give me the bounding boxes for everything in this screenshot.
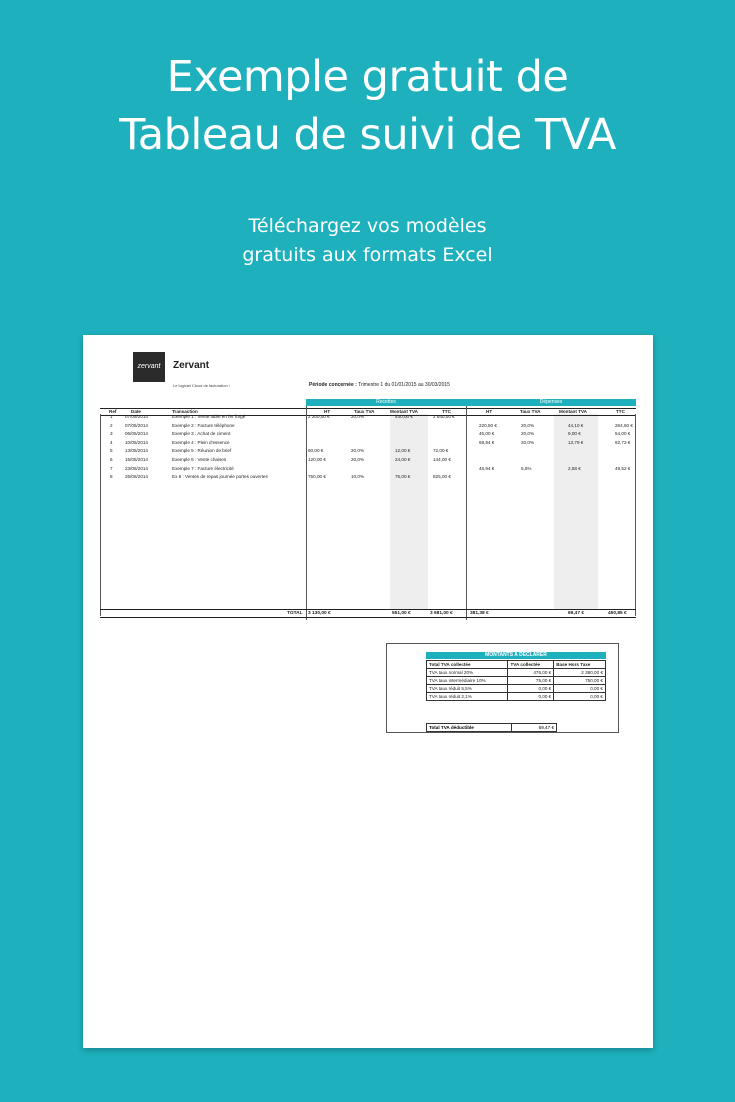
cell-recettes-ttc: 144,00 €: [433, 457, 451, 462]
period-label: Période concernée :: [309, 382, 357, 388]
table-row: [100, 447, 636, 456]
cell-depenses-tva: 2,58 €: [568, 465, 581, 471]
summary-header-row: [427, 661, 606, 669]
header-ref: Ref: [109, 409, 117, 414]
cell-date: 15/05/2014: [125, 457, 148, 462]
hero-subtitle-line2: gratuits aux formats Excel: [242, 244, 493, 266]
cell-depenses-ht: 46,94 €: [479, 465, 495, 471]
cell-recettes-ht: 2 200,00 €: [308, 414, 330, 419]
cell-depenses-taux: 20,0%: [521, 422, 535, 428]
cell-recettes-tva: 12,00 €: [395, 448, 411, 454]
table-row: [100, 473, 636, 482]
header-taux-dep: Taux TVA: [520, 409, 541, 414]
cell-date: 07/05/2014: [125, 422, 148, 428]
cell-depenses-ht: 68,94 €: [479, 439, 495, 445]
hero-title-line1: Exemple gratuit de: [166, 52, 569, 102]
cell-transaction: Exemple 2 : Facture téléphone: [172, 422, 235, 428]
cell-recettes-tva: 75,00 €: [395, 474, 411, 480]
cell-transaction: Exemple 5 : Réunion de brief: [172, 448, 232, 454]
header-montant: Montant TVA: [390, 409, 418, 414]
summary-cell: 750,00 €: [554, 677, 606, 685]
summary-table: [426, 660, 606, 701]
cell-recettes-ttc: 72,00 €: [433, 448, 449, 454]
cell-depenses-ttc: 82,73 €: [615, 439, 631, 445]
hero-subtitle-line1: Téléchargez vos modèles: [248, 215, 487, 237]
cell-date: 23/05/2014: [125, 465, 148, 471]
total-depenses-ht: 381,38 €: [470, 611, 489, 616]
cell-depenses-tva: 9,00 €: [568, 431, 581, 437]
summary-cell: TVA taux réduit 2,1%: [427, 693, 508, 701]
cell-ref: 5: [110, 448, 113, 454]
summary-cell: 0,00 €: [554, 693, 606, 701]
cell-transaction: Exemple 1 : Vente table en fer forgé: [172, 414, 246, 419]
cell-date: 26/05/2014: [125, 474, 148, 480]
zervant-logo: zervant: [133, 352, 165, 382]
cell-recettes-taux: 20,0%: [351, 457, 365, 462]
summary-row: [427, 677, 606, 685]
summary-header: TVA collectée: [508, 661, 554, 669]
summary-cell: 0,00 €: [554, 685, 606, 693]
summary-cell: 0,00 €: [508, 685, 554, 693]
summary-header: Total TVA collectée: [427, 661, 508, 669]
header-montant-dep: Montant TVA: [559, 409, 587, 414]
header-ht-dep: HT: [486, 409, 493, 414]
table-row: [100, 430, 636, 439]
cell-depenses-ht: 220,50 €: [479, 422, 497, 428]
hero-subtitle: [0, 212, 735, 270]
band-recettes: Recettes: [306, 399, 466, 406]
deductible-value: 69,47 €: [512, 724, 557, 732]
cell-depenses-taux: 20,0%: [521, 431, 535, 437]
cell-recettes-tva: 24,00 €: [395, 457, 411, 462]
header-ttc-dep: TTC: [616, 409, 625, 414]
cell-recettes-ht: 750,00 €: [308, 474, 326, 480]
cell-date: 10/05/2014: [125, 439, 148, 445]
summary-row: [427, 693, 606, 701]
total-recettes-ht: 3 130,00 €: [308, 611, 331, 616]
band-depenses: Dépenses: [466, 399, 636, 406]
cell-ref: 6: [110, 457, 113, 462]
total-label: TOTAL: [287, 611, 303, 616]
hero-title-line2: Tableau de suivi de TVA: [119, 110, 616, 160]
cell-recettes-ttc: 825,00 €: [433, 474, 451, 480]
table-row: [100, 465, 636, 474]
hero-title: [0, 48, 735, 164]
cell-ref: 4: [110, 439, 113, 445]
cell-transaction: Ex 8 : Ventes de repas journée portes ouvertes: [172, 474, 268, 480]
cell-date: 06/05/2014: [125, 431, 148, 437]
header-transaction: Transaction: [172, 409, 198, 414]
table-row: [100, 422, 636, 431]
summary-cell: TVA taux intermédiaire 10%: [427, 677, 508, 685]
cell-recettes-ht: 60,00 €: [308, 448, 324, 454]
summary-row: [427, 669, 606, 677]
cell-transaction: Exemple 7 : Facture électricité: [172, 465, 234, 471]
cell-recettes-tva: 440,00 €: [395, 414, 413, 419]
cell-depenses-taux: 5,5%: [521, 465, 532, 471]
cell-depenses-tva: 13,79 €: [568, 439, 584, 445]
cell-transaction: Exemple 3 : Achat de ciment: [172, 431, 231, 437]
cell-ref: 8: [110, 474, 113, 480]
summary-band: MONTANTS A DECLARER: [426, 652, 606, 659]
cell-depenses-tva: 44,10 €: [568, 422, 584, 428]
summary-cell: 2 380,00 €: [554, 669, 606, 677]
summary-cell: 0,00 €: [508, 693, 554, 701]
header-ttc: TTC: [442, 409, 451, 414]
cell-ref: 7: [110, 465, 113, 471]
deductible-label: Total TVA déductible: [427, 724, 512, 732]
cell-ref: 1: [110, 414, 113, 419]
spreadsheet-preview: [83, 335, 653, 1048]
brand-name: Zervant: [173, 360, 210, 371]
cell-ref: 3: [110, 431, 113, 437]
transactions-table: [100, 399, 636, 619]
cell-recettes-taux: 20,0%: [351, 414, 365, 419]
summary-cell: 75,00 €: [508, 677, 554, 685]
cell-depenses-ht: 45,00 €: [479, 431, 495, 437]
cell-recettes-ttc: 2 640,00 €: [433, 414, 455, 419]
total-depenses-ttc: 450,85 €: [608, 611, 627, 616]
summary-cell: TVA taux réduit 5,5%: [427, 685, 508, 693]
period: [309, 382, 450, 388]
table-row: [100, 456, 636, 465]
cell-recettes-ht: 120,00 €: [308, 457, 326, 462]
total-recettes-ttc: 3 681,00 €: [430, 611, 453, 616]
cell-recettes-taux: 10,0%: [351, 474, 365, 480]
table-row: [100, 439, 636, 448]
summary-row: [427, 685, 606, 693]
cell-recettes-taux: 20,0%: [351, 448, 365, 454]
total-depenses-tva: 69,47 €: [568, 611, 585, 616]
deductible-table: [426, 723, 557, 732]
cell-ref: 2: [110, 422, 113, 428]
cell-depenses-taux: 20,0%: [521, 439, 535, 445]
total-row: [100, 609, 636, 618]
total-recettes-tva: 551,00 €: [392, 611, 411, 616]
summary-cell: 476,00 €: [508, 669, 554, 677]
period-value: Trimestre 1 du 01/01/2015 au 30/03/2015: [358, 382, 450, 388]
summary-header: Base Hors Taxe: [554, 661, 606, 669]
cell-date: 13/05/2014: [125, 448, 148, 454]
brand-tagline: Le logiciel Cloud de facturation !: [173, 383, 230, 388]
header-date: Date: [131, 409, 141, 414]
cell-depenses-ttc: 49,52 €: [615, 465, 631, 471]
summary-box: [386, 643, 619, 733]
cell-date: 07/05/2014: [125, 414, 148, 419]
cell-depenses-ttc: 264,60 €: [615, 422, 633, 428]
summary-cell: TVA taux normal 20%: [427, 669, 508, 677]
table-row: [100, 413, 636, 422]
cell-transaction: Exemple 6 : Vente chaises: [172, 457, 227, 462]
header-taux: Taux TVA: [354, 409, 375, 414]
header-ht: HT: [324, 409, 331, 414]
cell-depenses-ttc: 54,00 €: [615, 431, 631, 437]
cell-transaction: Exemple 4 : Plein d'essence: [172, 439, 230, 445]
